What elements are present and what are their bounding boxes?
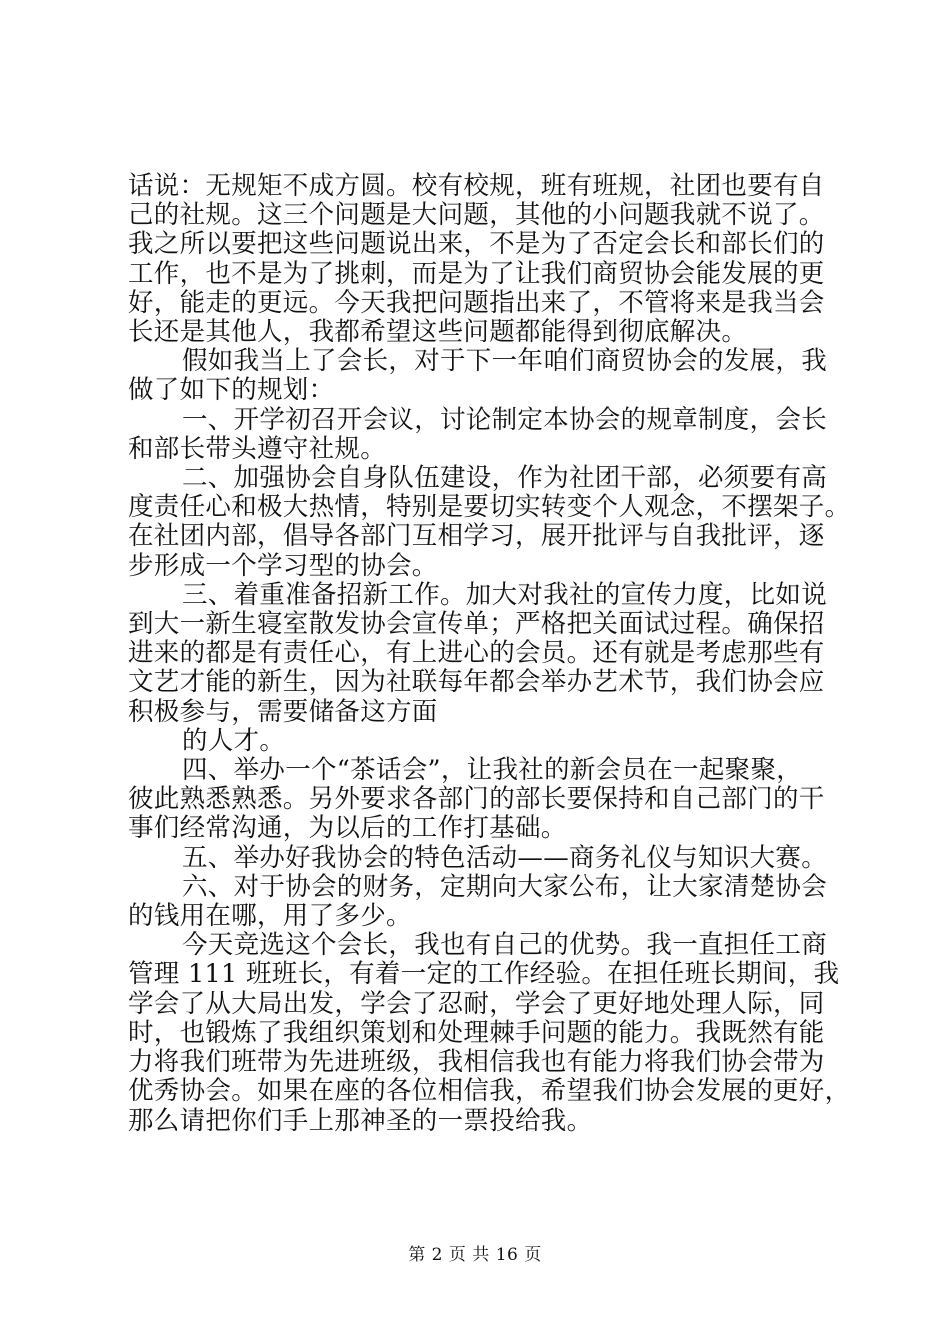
text-line: 长还是其他人，我都希望这些问题都能得到彻底解决。 <box>128 317 748 348</box>
text-line: 力将我们班带为先进班级，我相信我也有能力将我们协会带为 <box>128 1047 825 1078</box>
text-line: 度责任心和极大热情，特别是要切实转变个人观念，不摆架子。 <box>128 492 851 523</box>
text-line: 六、对于协会的财务，定期向大家公布，让大家清楚协会 <box>182 871 828 902</box>
text-line: 己的社规。这三个问题是大问题，其他的小问题我就不说了。 <box>128 200 825 231</box>
text-line: 二、加强协会自身队伍建设，作为社团干部，必须要有高 <box>182 463 828 494</box>
text-line: 三、着重准备招新工作。加大对我社的宣传力度，比如说 <box>182 579 828 610</box>
text-line: 工作，也不是为了挑刺，而是为了让我们商贸协会能发展的更 <box>128 258 825 289</box>
text-line: 彼此熟悉熟悉。另外要求各部门的部长要保持和自己部门的干 <box>128 784 825 815</box>
text-line: 管理 111 班班长，有着一定的工作经验。在担任班长期间，我 <box>128 959 840 990</box>
text-line: 话说：无规矩不成方圆。校有校规，班有班规，社团也要有自 <box>128 171 825 201</box>
text-line: 进来的都是有责任心，有上进心的会员。还有就是考虑那些有 <box>128 638 825 669</box>
text-line: 和部长带头遵守社规。 <box>128 433 387 464</box>
text-line: 今天竞选这个会长，我也有自己的优势。我一直担任工商 <box>182 930 828 961</box>
text-line: 那么请把你们手上那神圣的一票投给我。 <box>128 1105 593 1136</box>
text-line: 积极参与，需要储备这方面 <box>128 696 438 727</box>
text-line: 事们经常沟通，为以后的工作打基础。 <box>128 813 567 844</box>
text-line: 的钱用在哪，用了多少。 <box>128 901 412 932</box>
text-line: 到大一新生寝室散发协会宣传单；严格把关面试过程。确保招 <box>128 609 825 640</box>
text-line: 一、开学初召开会议，讨论制定本协会的规章制度，会长 <box>182 404 828 435</box>
body-text <box>128 171 851 1136</box>
text-line: 时，也锻炼了我组织策划和处理棘手问题的能力。我既然有能 <box>128 1017 825 1048</box>
text-line: 文艺才能的新生，因为社联每年都会举办艺术节，我们协会应 <box>128 667 825 698</box>
text-line: 的人才。 <box>182 725 286 756</box>
text-line: 做了如下的规划： <box>128 375 335 406</box>
text-line: 好，能走的更远。今天我把问题指出来了，不管将来是我当会 <box>128 287 825 318</box>
text-line: 我之所以要把这些问题说出来，不是为了否定会长和部长们的 <box>128 229 825 260</box>
text-line: 优秀协会。如果在座的各位相信我，希望我们协会发展的更好， <box>128 1076 851 1107</box>
text-line: 在社团内部，倡导各部门互相学习，展开批评与自我批评，逐 <box>128 521 825 552</box>
text-line: 四、举办一个“茶话会”，让我社的新会员在一起聚聚， <box>182 755 803 786</box>
text-line: 五、举办好我协会的特色活动——商务礼仪与知识大赛。 <box>182 842 828 873</box>
text-line: 学会了从大局出发，学会了忍耐，学会了更好地处理人际，同 <box>128 988 825 1019</box>
page-number-footer: 第 2 页 共 16 页 <box>408 1245 542 1265</box>
text-line: 步形成一个学习型的协会。 <box>128 550 438 581</box>
text-line: 假如我当上了会长，对于下一年咱们商贸协会的发展，我 <box>182 346 828 377</box>
